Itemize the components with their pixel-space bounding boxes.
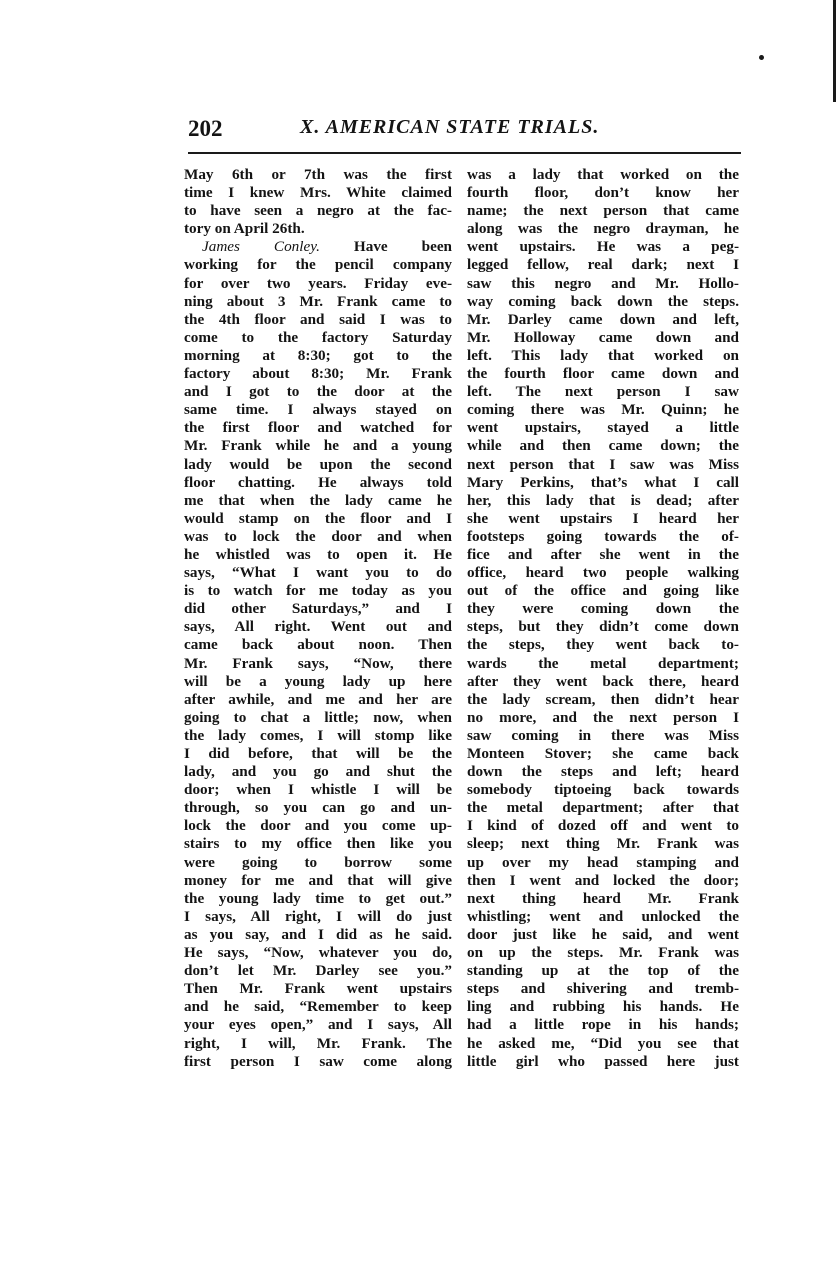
text-line: standing up at the top of the (467, 962, 739, 980)
text-line: says, “What I want you to do (184, 564, 452, 582)
text-line: on up the steps. Mr. Frank was (467, 944, 739, 962)
text-line: steps, but they didn’t come down (467, 618, 739, 636)
text-line: then I went and locked the door; (467, 871, 739, 889)
text-line: for over two years. Friday eve- (184, 274, 452, 292)
text-line: I kind of dozed off and went to (467, 817, 739, 835)
text-line: the fourth floor came down and (467, 365, 739, 383)
text-line: next person that I saw was Miss (467, 455, 739, 473)
text-line: stairs to my office then like you (184, 835, 452, 853)
text-line: she went upstairs I heard her (467, 509, 739, 527)
text-line: sleep; next thing Mr. Frank was (467, 835, 739, 853)
text-line: somebody tiptoeing back towards (467, 781, 739, 799)
text-line: left. This lady that worked on (467, 346, 739, 364)
text-line: coming there was Mr. Quinn; he (467, 401, 739, 419)
text-line: your eyes open,” and I says, All (184, 1016, 452, 1034)
text-line: after they went back there, heard (467, 672, 739, 690)
right-column (467, 166, 739, 1071)
text-line: along was the negro drayman, he (467, 220, 739, 238)
text-line: me that when the lady came he (184, 491, 452, 509)
text-line: Mr. Frank while he and a young (184, 437, 452, 455)
text-line: ning about 3 Mr. Frank came to (184, 292, 452, 310)
text-line: money for me and that will give (184, 871, 452, 889)
text-line: same time. I always stayed on (184, 401, 452, 419)
text-line: saw coming in there was Miss (467, 726, 739, 744)
text-line: lady would be upon the second (184, 455, 452, 473)
text-line: no more, and the next person I (467, 708, 739, 726)
text-line: he whistled was to open it. He (184, 545, 452, 563)
text-line: went upstairs. He was a peg- (467, 238, 739, 256)
text-line: through, so you can go and un- (184, 799, 452, 817)
text-line: going to chat a little; now, when (184, 708, 452, 726)
text-line: first person I saw come along (184, 1052, 452, 1070)
text-line: her, this lady that is dead; after (467, 491, 739, 509)
text-line: steps and shivering and tremb- (467, 980, 739, 998)
text-line: the lady scream, then didn’t hear (467, 690, 739, 708)
text-line: ling and rubbing his hands. He (467, 998, 739, 1016)
text-line: door just like he said, and went (467, 925, 739, 943)
text-line: would stamp on the floor and I (184, 509, 452, 527)
text-line: whistling; went and unlocked the (467, 907, 739, 925)
text-line: the lady comes, I will stomp like (184, 726, 452, 744)
text-line: went upstairs, stayed a little (467, 419, 739, 437)
text-line: Then Mr. Frank went upstairs (184, 980, 452, 998)
text-line: and he said, “Remember to keep (184, 998, 452, 1016)
page-header (188, 116, 740, 148)
text-line: lady, and you go and shut the (184, 763, 452, 781)
text-line: left. The next person I saw (467, 383, 739, 401)
text-line: the steps, they went back to- (467, 636, 739, 654)
text-line: will be a young lady up here (184, 672, 452, 690)
text-line: office, heard two people walking (467, 564, 739, 582)
text-line: morning at 8:30; got to the (184, 346, 452, 364)
text-line: the first floor and watched for (184, 419, 452, 437)
text-line: says, All right. Went out and (184, 618, 452, 636)
left-column (184, 166, 452, 1071)
text-line: I says, All right, I will do just (184, 907, 452, 925)
running-head: X. AMERICAN STATE TRIALS. (300, 116, 600, 138)
page-number: 202 (188, 116, 223, 141)
speaker-line (184, 238, 452, 256)
text-line: right, I will, Mr. Frank. The (184, 1034, 452, 1052)
text-line: I did before, that will be the (184, 745, 452, 762)
text-line: down the steps and left; heard (467, 763, 739, 781)
text-line: way coming back down the steps. (467, 292, 739, 310)
text-line: wards the metal department; (467, 654, 739, 672)
text-line: had a little rope in his hands; (467, 1016, 739, 1034)
text-line: fourth floor, don’t know her (467, 184, 739, 202)
text-line: did other Saturdays,” and I (184, 600, 452, 618)
text-line: after awhile, and me and her are (184, 690, 452, 708)
text-line: Mr. Frank says, “Now, there (184, 654, 452, 672)
text-line: lock the door and you come up- (184, 817, 452, 835)
text-line: came back about noon. Then (184, 636, 452, 654)
text-line: time I knew Mrs. White claimed (184, 184, 452, 202)
speaker-line-text: Have been (353, 238, 452, 256)
header-rule (188, 152, 741, 154)
ink-dot (759, 55, 764, 60)
text-line: fice and after she went in the (467, 545, 739, 563)
text-line: working for the pencil company (184, 256, 452, 274)
text-line: out of the office and going like (467, 582, 739, 600)
text-line: was to lock the door and when (184, 527, 452, 545)
text-line: come to the factory Saturday (184, 328, 452, 346)
text-line: door; when I whistle I will be (184, 781, 452, 799)
text-line: Mary Perkins, that’s what I call (467, 473, 739, 491)
text-line: was a lady that worked on the (467, 166, 739, 183)
text-line: Mr. Darley came down and left, (467, 310, 739, 328)
text-line: they were coming down the (467, 600, 739, 618)
text-line: He says, “Now, whatever you do, (184, 944, 452, 962)
text-line: is to watch for me today as you (184, 582, 452, 600)
text-line: legged fellow, real dark; next I (467, 256, 739, 274)
text-line: as you say, and I did as he said. (184, 925, 452, 943)
text-line: the metal department; after that (467, 799, 739, 817)
text-line: May 6th or 7th was the first (184, 166, 452, 183)
text-line: next thing heard Mr. Frank (467, 889, 739, 907)
text-line: saw this negro and Mr. Hollo- (467, 274, 739, 292)
text-line: Mr. Holloway came down and (467, 328, 739, 346)
text-line: up over my head stamping and (467, 853, 739, 871)
text-line: tory on April 26th. (184, 220, 305, 238)
text-line: the young lady time to get out.” (184, 889, 452, 907)
text-line: little girl who passed here just (467, 1052, 739, 1070)
text-line: don’t let Mr. Darley see you.” (184, 962, 452, 980)
text-line: factory about 8:30; Mr. Frank (184, 365, 452, 383)
text-line: floor chatting. He always told (184, 473, 452, 491)
text-line: name; the next person that came (467, 202, 739, 220)
text-line: to have seen a negro at the fac- (184, 202, 452, 220)
text-line: while and then came down; the (467, 437, 739, 455)
speaker-name: James Conley. (202, 238, 320, 256)
text-line: footsteps going towards the of- (467, 527, 739, 545)
text-line: he asked me, “Did you see that (467, 1034, 739, 1052)
text-line: and I got to the door at the (184, 383, 452, 401)
text-line: were going to borrow some (184, 853, 452, 871)
text-line: the 4th floor and said I was to (184, 310, 452, 328)
text-line: Monteen Stover; she came back (467, 745, 739, 762)
